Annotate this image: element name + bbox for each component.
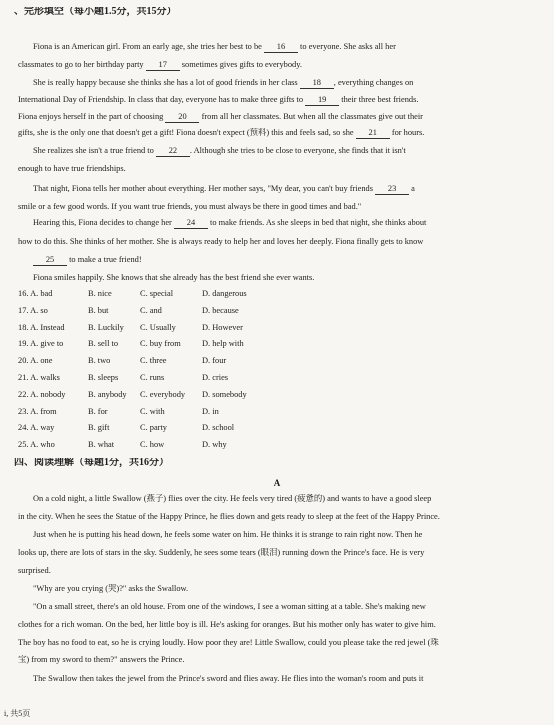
- option-item: D. somebody: [202, 389, 247, 399]
- passage-line: [33, 218, 540, 229]
- option-item: D. cries: [202, 373, 229, 382]
- line-text: smile or a few good words. If you want true friends, you must always be there in good times and bad.": [18, 202, 362, 211]
- answer-blank: 16: [264, 42, 298, 53]
- option-item: 16. A. bad: [18, 289, 53, 298]
- line-text: That night, Fiona tells her mother about everything. Her mother says, "My dear, you can't buy friends: [33, 184, 376, 193]
- line-text: Fiona enjoys herself in the part of choosing: [18, 112, 166, 121]
- line-text: Hearing this, Fiona decides to change her: [33, 218, 174, 227]
- section-title-reading: 四、阅读理解（每题1分，共16分）: [14, 458, 169, 468]
- passage-line: [33, 78, 540, 89]
- passage-line: [18, 237, 540, 247]
- option-item: 21. A. walks: [18, 373, 60, 382]
- option-item: B. what: [88, 440, 115, 450]
- option-item: 17. A. so: [18, 305, 48, 315]
- option-item: B. nice: [88, 289, 112, 298]
- option-item: B. Luckily: [88, 322, 124, 332]
- line-text: Fiona smiles happily. She knows that she already has the best friend she ever wants.: [33, 273, 315, 282]
- line-text: sometimes gives gifts to everybody.: [179, 60, 302, 69]
- option-item: C. and: [140, 305, 162, 315]
- line-text: Fiona is an American girl. From an early age, she tries her best to be: [33, 42, 264, 51]
- option-item: B. sleeps: [88, 373, 119, 382]
- line-text: She is really happy because she thinks she has a lot of good friends in her class: [33, 78, 300, 87]
- reading-line: surprised.: [18, 566, 51, 575]
- line-text: She realizes she isn't a true friend to: [33, 146, 156, 155]
- answer-blank: 18: [300, 78, 334, 89]
- reading-line: looks up, there are lots of stars in the sky. Suddenly, he sees some tears (眼泪) running down the Prince's face. He is very: [18, 548, 425, 557]
- reading-line: On a cold night, a little Swallow (燕子) flies over the city. He feels very tired (疲惫的) and wants to have a good sleep: [33, 494, 432, 503]
- page-footer: i, 共5页: [4, 709, 31, 718]
- line-text: to make a true friend!: [67, 255, 142, 264]
- line-text: how to do this. She thinks of her mother. She is always ready to help her and loves her deeply. Fiona finally gets to know: [18, 237, 424, 246]
- reading-line: The Swallow then takes the jewel from the Prince's sword and flies away. He flies into the woman's room and puts it: [33, 674, 424, 683]
- passage-line: [33, 184, 540, 195]
- answer-blank: 20: [165, 112, 199, 123]
- passage-line: [33, 146, 540, 157]
- answer-blank: 19: [305, 95, 339, 106]
- answer-blank: 22: [156, 146, 190, 157]
- line-text: to everyone. She asks all her: [297, 42, 396, 51]
- line-text: enough to have true friendships.: [18, 164, 126, 173]
- line-text: their three best friends.: [339, 95, 419, 104]
- option-item: 18. A. Instead: [18, 322, 65, 332]
- line-text: , everything changes on: [333, 78, 414, 87]
- passage-line: [18, 112, 540, 123]
- option-item: 25. A. who: [18, 440, 55, 450]
- passage-line: [18, 164, 540, 174]
- line-text: . Although she tries to be close to everyone, she finds that it isn't: [189, 146, 406, 155]
- passage-line: [33, 273, 540, 283]
- passage-line: [33, 42, 540, 53]
- reading-line: clothes for a rich woman. On the bed, her little boy is ill. He's asking for oranges. But his mother only has water to give him.: [18, 620, 436, 629]
- option-item: D. in: [202, 406, 219, 416]
- option-item: 24. A. way: [18, 423, 55, 433]
- option-item: 19. A. give to: [18, 339, 64, 349]
- option-item: D. However: [202, 322, 243, 332]
- option-item: B. sell to: [88, 339, 119, 349]
- option-item: D. why: [202, 440, 227, 450]
- option-item: B. anybody: [88, 389, 127, 399]
- passage-line: [18, 60, 540, 71]
- reading-line: 宝) from my sword to them?" answers the Prince.: [18, 655, 185, 664]
- option-item: 22. A. nobody: [18, 389, 66, 399]
- option-item: C. party: [140, 423, 167, 433]
- option-item: C. buy from: [140, 339, 181, 349]
- option-item: D. because: [202, 305, 239, 315]
- option-item: B. two: [88, 356, 111, 366]
- option-item: 23. A. from: [18, 406, 57, 416]
- line-text: for hours.: [389, 128, 425, 137]
- passage-label: A: [273, 478, 281, 488]
- passage-line: [18, 202, 540, 212]
- answer-blank: 17: [146, 60, 180, 71]
- answer-blank: 23: [375, 184, 409, 195]
- option-item: D. four: [202, 356, 227, 366]
- option-item: C. how: [140, 440, 165, 450]
- option-item: C. three: [140, 356, 167, 366]
- reading-line: "Why are you crying (哭)?" asks the Swallow.: [33, 584, 189, 593]
- passage-line: [18, 95, 540, 106]
- option-item: 20. A. one: [18, 356, 53, 366]
- option-item: D. school: [202, 423, 235, 433]
- option-item: D. help with: [202, 339, 244, 349]
- line-text: to make friends. As she sleeps in bed that night, she thinks about: [207, 218, 427, 227]
- reading-line: Just when he is putting his head down, he feels some water on him. He thinks it is strange to rain right now. Then he: [33, 530, 423, 539]
- option-item: C. with: [140, 406, 165, 416]
- line-text: gifts, she is the only one that doesn't get a gift! Fiona doesn't expect (预料) this and feels sad, so she: [18, 128, 356, 137]
- passage-line: [18, 128, 540, 139]
- section-title-cloze: 、完形填空（每小题1.5分，共15分）: [14, 7, 177, 17]
- option-item: C. Usually: [140, 322, 176, 332]
- option-item: B. gift: [88, 423, 110, 433]
- reading-line: The boy has no food to eat, so he is crying loudly. How poor they are! Little Swallow, could you please take the red jewel (珠: [18, 638, 439, 647]
- reading-line: in the city. When he sees the Statue of the Happy Prince, he flies down and gets ready to sleep at the feet of the Happy Prince.: [18, 512, 440, 521]
- line-text: from all her classmates. But when all the classmates give out their: [199, 112, 423, 121]
- reading-line: "On a small street, there's an old house. From one of the windows, I see a woman sitting at a table. She's making new: [33, 602, 426, 611]
- option-item: D. dangerous: [202, 289, 247, 298]
- line-text: a: [409, 184, 415, 193]
- answer-blank: 24: [174, 218, 208, 229]
- option-item: B. but: [88, 305, 109, 315]
- line-text: International Day of Friendship. In class that day, everyone has to make three gifts to: [18, 95, 306, 104]
- option-item: C. special: [140, 289, 174, 298]
- line-text: classmates to go to her birthday party: [18, 60, 146, 69]
- answer-blank: 25: [33, 255, 67, 266]
- answer-blank: 21: [356, 128, 390, 139]
- option-item: C. runs: [140, 373, 165, 382]
- option-item: C. everybody: [140, 389, 186, 399]
- option-item: B. for: [88, 406, 108, 416]
- passage-line: [33, 255, 554, 266]
